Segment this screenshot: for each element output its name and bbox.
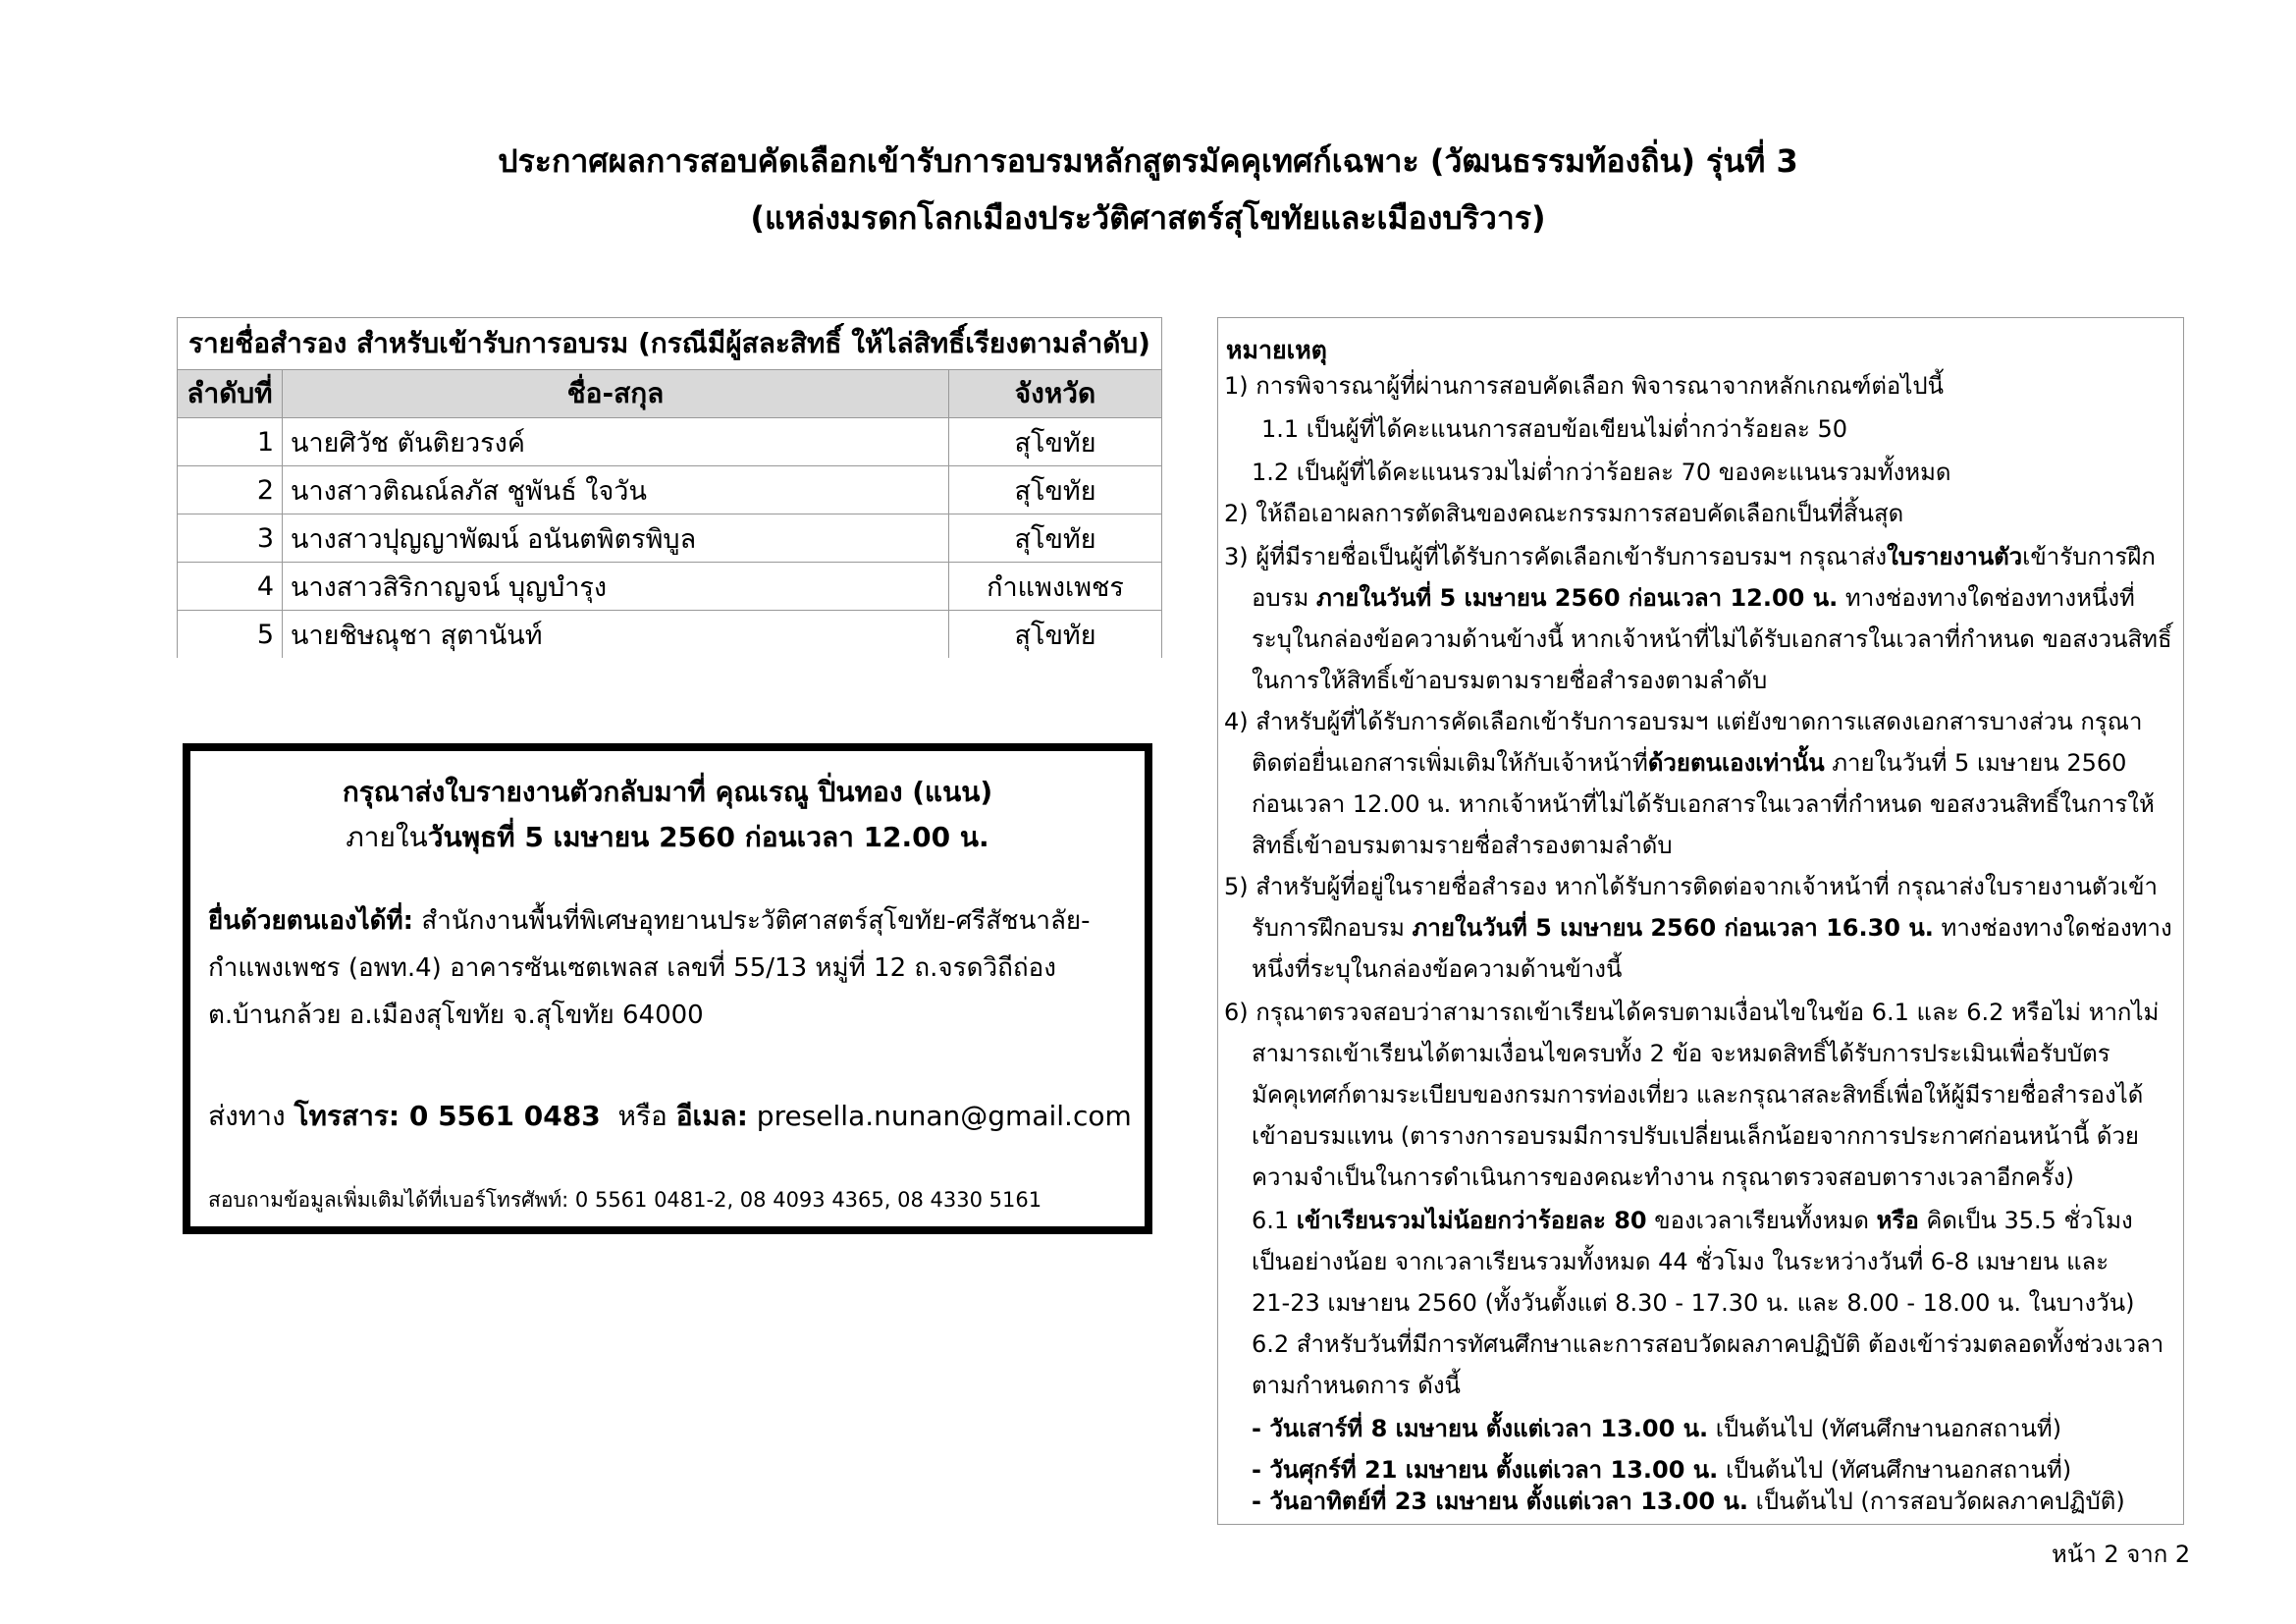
note-bold: หรือ [1876, 1207, 1919, 1234]
note-1-2: 1.2 เป็นผู้ที่ได้คะแนนรวมไม่ต่ำกว่าร้อยละ 70 ของคะแนนรวมทั้งหมด [1252, 459, 1951, 486]
note-4-line1: 4) สำหรับผู้ที่ได้รับการคัดเลือกเข้ารับการอบรมฯ แต่ยังขาดการแสดงเอกสารบางส่วน กรุณา [1224, 708, 2143, 735]
note-3-line3: ระบุในกล่องข้อความด้านข้างนี้ หากเจ้าหน้าที่ไม่ได้รับเอกสารในเวลาที่กำหนด ขอสงวนสิทธิ์ [1252, 625, 2172, 653]
table-row [178, 563, 1162, 611]
note-text: ทางช่องทางใดช่องทางหนึ่งที่ [1838, 584, 2135, 612]
row-no: 1 [178, 418, 283, 466]
submit-address-text: สำนักงานพื้นที่พิเศษอุทยานประวัติศาสตร์สุโขทัย-ศรีสัชนาลัย- [413, 906, 1091, 936]
schedule-day-1 [1252, 1414, 2061, 1443]
note-5-line3: หนึ่งที่ระบุในกล่องข้อความด้านข้างนี้ [1252, 955, 1623, 983]
note-text: ติดต่อยื่นเอกสารเพิ่มเติมให้กับเจ้าหน้าที่ [1252, 749, 1648, 777]
note-text: ทางช่องทางใดช่องทาง [1933, 914, 2172, 942]
table-caption: รายชื่อสำรอง สำหรับเข้ารับการอบรม (กรณีมีผู้สละสิทธิ์ ให้ไล่สิทธิ์เรียงตามลำดับ) [178, 318, 1162, 370]
column-header-name: ชื่อ-สกุล [283, 370, 949, 418]
table-row [178, 466, 1162, 514]
note-text: อบรม [1252, 584, 1316, 612]
submit-address-line2: กำแพงเพชร (อพท.4) อาคารซันเซตเพลส เลขที่ 55/13 หมู่ที่ 12 ถ.จรดวิถีถ่อง [208, 953, 1056, 983]
note-text: เป็นต้นไป (การสอบวัดผลภาคปฏิบัติ) [1748, 1488, 2125, 1515]
note-text: 3) ผู้ที่มีรายชื่อเป็นผู้ที่ได้รับการคัดเลือกเข้ารับการอบรมฯ กรุณาส่ง [1224, 543, 1888, 570]
contact-deadline [190, 816, 1145, 859]
email-address[interactable]: presella.nunan@gmail.com [747, 1100, 1132, 1132]
send-prefix: ส่งทาง [208, 1100, 294, 1132]
inquiry-phone: สอบถามข้อมูลเพิ่มเติมได้ที่เบอร์โทรศัพท์: 0 5561 0481-2, 08 4093 4365, 08 4330 5161 [208, 1188, 1042, 1212]
table-row [178, 514, 1162, 563]
note-4-line2 [1252, 748, 2126, 778]
note-text: ของเวลาเรียนทั้งหมด [1646, 1207, 1877, 1234]
note-5-line2 [1252, 913, 2172, 943]
note-bold: - วันอาทิตย์ที่ 23 เมษายน ตั้งแต่เวลา 13.00 น. [1252, 1488, 1749, 1515]
note-2: 2) ให้ถือเอาผลการตัดสินของคณะกรรมการสอบคัดเลือกเป็นที่สิ้นสุด [1224, 500, 1904, 527]
note-bold: เข้าเรียนรวมไม่น้อยกว่าร้อยละ 80 [1296, 1207, 1647, 1234]
submit-address-line3: ต.บ้านกล้วย อ.เมืองสุโขทัย จ.สุโขทัย 64000 [208, 1001, 704, 1030]
note-6-line1: 6) กรุณาตรวจสอบว่าสามารถเข้าเรียนได้ครบตามเงื่อนไขในข้อ 6.1 และ 6.2 หรือไม่ หากไม่ [1224, 999, 2160, 1026]
submit-label: ยื่นด้วยตนเองได้ที่: [208, 906, 414, 936]
note-text: 6.1 [1252, 1207, 1297, 1234]
note-bold: - วันศุกร์ที่ 21 เมษายน ตั้งแต่เวลา 13.00 น. [1252, 1456, 1719, 1484]
note-1: 1) การพิจารณาผู้ที่ผ่านการสอบคัดเลือก พิจารณาจากหลักเกณฑ์ต่อไปนี้ [1224, 372, 1945, 400]
notes-heading: หมายเหตุ [1226, 336, 1327, 364]
row-no: 2 [178, 466, 283, 514]
row-name: นายชิษณุชา สุตานันท์ [283, 611, 949, 659]
note-6-line5: ความจำเป็นในการดำเนินการของคณะทำงาน กรุณาตรวจสอบตารางเวลาอีกครั้ง) [1252, 1164, 2074, 1191]
table-row [178, 418, 1162, 466]
note-6-line3: มัคคุเทศก์ตามระเบียบของกรมการท่องเที่ยว และกรุณาสละสิทธิ์เพื่อให้ผู้มีรายชื่อสำรองได้ [1252, 1081, 2144, 1109]
note-text: เข้ารับการฝึก [2022, 543, 2156, 570]
note-5-line1: 5) สำหรับผู้ที่อยู่ในรายชื่อสำรอง หากได้รับการติดต่อจากเจ้าหน้าที่ กรุณาส่งใบรายงานตัวเข้า [1224, 873, 2159, 900]
deadline-prefix: ภายใน [346, 821, 428, 853]
fax-number: โทรสาร: 0 5561 0483 [294, 1100, 601, 1132]
send-channels [208, 1095, 1132, 1138]
row-province: สุโขทัย [949, 418, 1162, 466]
email-label: อีเมล: [675, 1100, 748, 1132]
note-text: เป็นต้นไป (ทัศนศึกษานอกสถานที่) [1718, 1456, 2072, 1484]
column-header-no: ลำดับที่ [178, 370, 283, 418]
note-6-2-line2: ตามกำหนดการ ดังนี้ [1252, 1372, 1461, 1399]
note-text: รับการฝึกอบรม [1252, 914, 1413, 942]
row-province: สุโขทัย [949, 611, 1162, 659]
table-row [178, 611, 1162, 659]
row-name: นายศิวัช ตันติยวรงค์ [283, 418, 949, 466]
note-bold: ภายในวันที่ 5 เมษายน 2560 ก่อนเวลา 16.30 น. [1412, 914, 1934, 942]
page-number: หน้า 2 จาก 2 [2052, 1541, 2191, 1568]
page-title-line1: ประกาศผลการสอบคัดเลือกเข้ารับการอบรมหลักสูตรมัคคุเทศก์เฉพาะ (วัฒนธรรมท้องถิ่น) รุ่นที่ 3 [498, 142, 1798, 180]
row-no: 4 [178, 563, 283, 611]
deadline-date: วันพุธที่ 5 เมษายน 2560 ก่อนเวลา 12.00 น. [427, 821, 989, 853]
or-text: หรือ [600, 1100, 676, 1132]
note-3-line2 [1252, 583, 2135, 613]
note-1-1: 1.1 เป็นผู้ที่ได้คะแนนการสอบข้อเขียนไม่ต่ำกว่าร้อยละ 50 [1261, 415, 1848, 443]
submit-address-line1 [208, 900, 1091, 941]
note-4-line4: สิทธิ์เข้าอบรมตามรายชื่อสำรองตามลำดับ [1252, 832, 1673, 859]
note-bold: - วันเสาร์ที่ 8 เมษายน ตั้งแต่เวลา 13.00 น. [1252, 1415, 1709, 1442]
contact-box [183, 743, 1152, 1234]
note-3-line1 [1224, 542, 2156, 571]
note-4-line3: ก่อนเวลา 12.00 น. หากเจ้าหน้าที่ไม่ได้รับเอกสารในเวลาที่กำหนด ขอสงวนสิทธิ์ในการให้ [1252, 790, 2155, 818]
row-province: สุโขทัย [949, 466, 1162, 514]
note-bold: ภายในวันที่ 5 เมษายน 2560 ก่อนเวลา 12.00 น. [1316, 584, 1839, 612]
schedule-day-3 [1252, 1487, 2125, 1516]
row-province: สุโขทัย [949, 514, 1162, 563]
note-text: ภายในวันที่ 5 เมษายน 2560 [1824, 749, 2127, 777]
note-text: คิดเป็น 35.5 ชั่วโมง [1918, 1207, 2133, 1234]
note-text: เป็นต้นไป (ทัศนศึกษานอกสถานที่) [1708, 1415, 2062, 1442]
contact-heading: กรุณาส่งใบรายงานตัวกลับมาที่ คุณเรณู ปิ่นทอง (แนน) [342, 776, 993, 808]
note-6-1-line3: 21-23 เมษายน 2560 (ทั้งวันตั้งแต่ 8.30 - 17.30 น. และ 8.00 - 18.00 น. ในบางวัน) [1252, 1289, 2135, 1317]
row-no: 3 [178, 514, 283, 563]
row-no: 5 [178, 611, 283, 659]
page-title-line2: (แหล่งมรดกโลกเมืองประวัติศาสตร์สุโขทัยและเมืองบริวาร) [750, 199, 1546, 237]
note-3-line4: ในการให้สิทธิ์เข้าอบรมตามรายชื่อสำรองตามลำดับ [1252, 667, 1768, 694]
note-6-2-line1: 6.2 สำหรับวันที่มีการทัศนศึกษาและการสอบวัดผลภาคปฏิบัติ ต้องเข้าร่วมตลอดทั้งช่วงเวลา [1252, 1330, 2164, 1358]
note-6-1-line1 [1252, 1206, 2133, 1235]
schedule-day-2 [1252, 1455, 2071, 1485]
reserve-list-table [177, 317, 1162, 658]
note-bold: ด้วยตนเองเท่านั้น [1647, 749, 1825, 777]
row-name: นางสาวปุญญาพัฒน์ อนันตพิตรพิบูล [283, 514, 949, 563]
note-6-line2: สามารถเข้าเรียนได้ตามเงื่อนไขครบทั้ง 2 ข้อ จะหมดสิทธิ์ได้รับการประเมินเพื่อรับบัตร [1252, 1040, 2110, 1067]
notes-box [1217, 317, 2184, 1525]
note-6-line4: เข้าอบรมแทน (ตารางการอบรมมีการปรับเปลี่ยนเล็กน้อยจากการประกาศก่อนหน้านี้ ด้วย [1252, 1122, 2139, 1150]
column-header-province: จังหวัด [949, 370, 1162, 418]
row-province: กำแพงเพชร [949, 563, 1162, 611]
note-bold: ใบรายงานตัว [1887, 543, 2023, 570]
row-name: นางสาวติณณ์ลภัส ชูพันธ์ ใจวัน [283, 466, 949, 514]
row-name: นางสาวสิริกาญจน์ บุญบำรุง [283, 563, 949, 611]
note-6-1-line2: เป็นอย่างน้อย จากเวลาเรียนรวมทั้งหมด 44 ชั่วโมง ในระหว่างวันที่ 6-8 เมษายน และ [1252, 1248, 2109, 1275]
